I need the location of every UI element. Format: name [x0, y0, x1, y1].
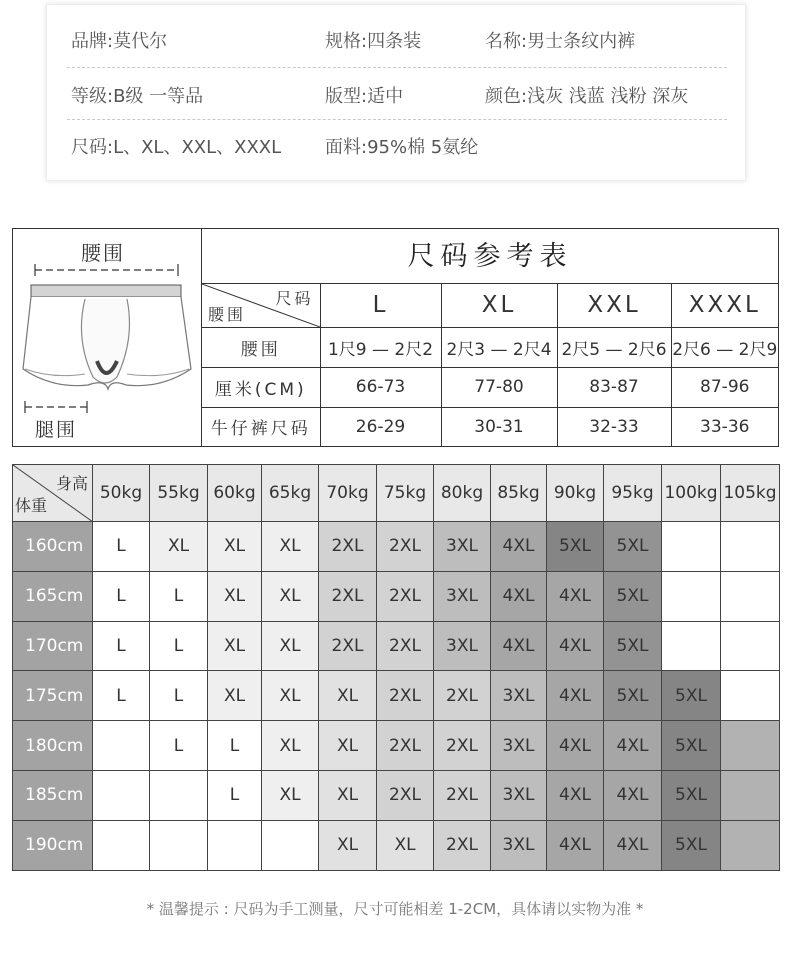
ref-cell: 1尺9 — 2尺2	[320, 327, 441, 367]
size-cell: 4XL	[547, 671, 604, 721]
ref-cell: 2尺6 — 2尺9	[671, 327, 778, 367]
size-header: XL	[441, 284, 557, 327]
size-cell: 2XL	[319, 522, 377, 572]
weight-header: 105kg	[721, 465, 780, 522]
row-label-waist: 腰围	[202, 327, 320, 367]
info-color: 颜色:浅灰 浅蓝 浅粉 深灰	[485, 86, 689, 107]
size-cell	[150, 820, 208, 870]
size-cell: 3XL	[491, 671, 547, 721]
size-cell: 3XL	[491, 820, 547, 870]
size-cell: 5XL	[662, 671, 721, 721]
weight-header: 70kg	[319, 465, 377, 522]
size-cell: XL	[262, 770, 319, 820]
row-label-jeans: 牛仔裤尺码	[202, 407, 320, 446]
grid-row	[13, 621, 780, 671]
ref-cell: 32-33	[557, 407, 671, 446]
height-label: 185cm	[13, 770, 93, 820]
corner-height-label: 身高	[55, 474, 88, 493]
reference-table-title: 尺码参考表	[202, 229, 778, 284]
size-cell: 4XL	[547, 621, 604, 671]
size-cell: 2XL	[377, 522, 434, 572]
height-label: 165cm	[13, 571, 93, 621]
grid-body	[13, 522, 780, 871]
size-cell: 2XL	[319, 571, 377, 621]
size-cell: XL	[208, 621, 262, 671]
info-name: 名称:男士条纹内裤	[485, 31, 636, 52]
size-cell: L	[93, 621, 150, 671]
size-cell: 4XL	[547, 571, 604, 621]
size-cell: XL	[377, 820, 434, 870]
size-cell	[662, 571, 721, 621]
size-cell: 2XL	[434, 721, 491, 771]
weight-header: 75kg	[377, 465, 434, 522]
grid-row	[13, 721, 780, 771]
size-cell: 5XL	[547, 522, 604, 572]
size-cell	[662, 621, 721, 671]
size-cell	[208, 820, 262, 870]
info-spec: 规格:四条装	[325, 31, 422, 52]
size-cell	[662, 522, 721, 572]
ref-cell: 66-73	[320, 367, 441, 407]
info-divider	[67, 67, 727, 68]
grid-row	[13, 522, 780, 572]
size-cell: 3XL	[491, 770, 547, 820]
weight-header: 95kg	[604, 465, 662, 522]
info-fit: 版型:适中	[325, 86, 404, 107]
grid-row	[13, 671, 780, 721]
size-cell: XL	[262, 522, 319, 572]
info-brand: 品牌:莫代尔	[71, 31, 168, 52]
ref-cell: 87-96	[671, 367, 778, 407]
height-label: 160cm	[13, 522, 93, 572]
size-cell: 5XL	[604, 522, 662, 572]
size-cell: L	[93, 571, 150, 621]
weight-header: 80kg	[434, 465, 491, 522]
size-cell: 5XL	[604, 571, 662, 621]
size-header: L	[320, 284, 441, 327]
size-cell: 2XL	[434, 671, 491, 721]
size-cell: 2XL	[377, 671, 434, 721]
size-cell: XL	[319, 671, 377, 721]
size-cell	[150, 770, 208, 820]
size-cell	[93, 770, 150, 820]
size-cell: L	[150, 671, 208, 721]
info-sizes: 尺码:L、XL、XXL、XXXL	[71, 137, 282, 158]
info-row-1	[67, 27, 727, 57]
size-cell: XL	[262, 721, 319, 771]
size-cell: 2XL	[434, 770, 491, 820]
size-cell: 4XL	[604, 770, 662, 820]
size-cell: 3XL	[434, 621, 491, 671]
grid-corner-cell	[13, 465, 93, 522]
size-cell: 2XL	[377, 721, 434, 771]
size-cell: 2XL	[319, 621, 377, 671]
briefs-drawing-icon	[13, 229, 202, 446]
size-cell: 4XL	[547, 721, 604, 771]
size-cell: 2XL	[377, 571, 434, 621]
size-cell: XL	[262, 621, 319, 671]
size-cell	[721, 571, 780, 621]
size-cell: L	[93, 522, 150, 572]
reference-corner-cell	[202, 284, 320, 327]
size-cell: 4XL	[491, 522, 547, 572]
weight-height-size-grid	[12, 464, 780, 871]
size-cell: L	[208, 721, 262, 771]
ref-cell: 2尺5 — 2尺6	[557, 327, 671, 367]
size-cell: L	[93, 671, 150, 721]
info-fabric: 面料:95%棉 5氨纶	[325, 137, 479, 158]
weight-header: 100kg	[662, 465, 721, 522]
size-cell	[262, 820, 319, 870]
product-info-card	[46, 4, 746, 181]
size-cell: XL	[208, 522, 262, 572]
measurement-note: * 温馨提示 : 尺码为手工测量，尺寸可能相差 1-2CM，具体请以实物为准 *	[146, 900, 644, 918]
grid-row	[13, 571, 780, 621]
size-cell: 4XL	[491, 571, 547, 621]
info-divider	[67, 119, 727, 120]
size-cell: XL	[208, 671, 262, 721]
size-cell: XL	[150, 522, 208, 572]
size-cell: XL	[262, 571, 319, 621]
ref-cell: 30-31	[441, 407, 557, 446]
size-cell	[93, 820, 150, 870]
ref-cell: 77-80	[441, 367, 557, 407]
info-row-2	[67, 82, 727, 112]
size-cell: 3XL	[434, 571, 491, 621]
size-cell: 3XL	[434, 522, 491, 572]
height-label: 175cm	[13, 671, 93, 721]
size-cell: 3XL	[491, 721, 547, 771]
reference-grid	[202, 284, 778, 446]
size-cell	[721, 671, 780, 721]
size-cell: 5XL	[604, 621, 662, 671]
size-cell: 4XL	[547, 770, 604, 820]
size-cell: L	[208, 770, 262, 820]
corner-size-label: 尺码	[275, 289, 314, 308]
size-cell: XL	[319, 721, 377, 771]
size-cell: 4XL	[547, 820, 604, 870]
size-cell: L	[150, 571, 208, 621]
size-cell	[721, 721, 780, 771]
underwear-illustration	[13, 229, 202, 446]
weight-header: 60kg	[208, 465, 262, 522]
info-grade: 等级:B级 一等品	[71, 86, 204, 107]
grid-row	[13, 770, 780, 820]
size-cell	[721, 621, 780, 671]
row-label-cm: 厘米(CM)	[202, 367, 320, 407]
ref-cell: 83-87	[557, 367, 671, 407]
size-cell: 4XL	[491, 621, 547, 671]
weight-header: 90kg	[547, 465, 604, 522]
size-cell: 2XL	[434, 820, 491, 870]
corner-weight-label: 体重	[15, 496, 48, 515]
size-cell	[93, 721, 150, 771]
size-cell: 4XL	[604, 721, 662, 771]
size-cell: XL	[319, 770, 377, 820]
height-label: 190cm	[13, 820, 93, 870]
height-label: 170cm	[13, 621, 93, 671]
waist-label: 腰围	[81, 241, 125, 265]
size-cell	[721, 820, 780, 870]
size-cell	[721, 770, 780, 820]
size-cell: 4XL	[604, 820, 662, 870]
size-cell: XL	[208, 571, 262, 621]
weight-header: 65kg	[262, 465, 319, 522]
info-row-3	[67, 133, 727, 163]
corner-waist-label: 腰围	[208, 304, 247, 324]
size-cell: 5XL	[662, 721, 721, 771]
size-reference-table	[12, 228, 779, 447]
size-cell: 5XL	[604, 671, 662, 721]
ref-cell: 33-36	[671, 407, 778, 446]
size-header: XXXL	[671, 284, 778, 327]
size-header: XXL	[557, 284, 671, 327]
size-cell: XL	[319, 820, 377, 870]
size-cell: 5XL	[662, 820, 721, 870]
size-cell: L	[150, 721, 208, 771]
weight-header: 55kg	[150, 465, 208, 522]
size-cell: XL	[262, 671, 319, 721]
ref-cell: 26-29	[320, 407, 441, 446]
size-cell: 2XL	[377, 770, 434, 820]
size-cell: 2XL	[377, 621, 434, 671]
weight-header: 85kg	[491, 465, 547, 522]
ref-cell: 2尺3 — 2尺4	[441, 327, 557, 367]
size-cell: 5XL	[662, 770, 721, 820]
weight-header: 50kg	[93, 465, 150, 522]
size-cell	[721, 522, 780, 572]
grid-row	[13, 820, 780, 870]
height-label: 180cm	[13, 721, 93, 771]
size-cell: L	[150, 621, 208, 671]
thigh-label: 腿围	[35, 419, 78, 441]
